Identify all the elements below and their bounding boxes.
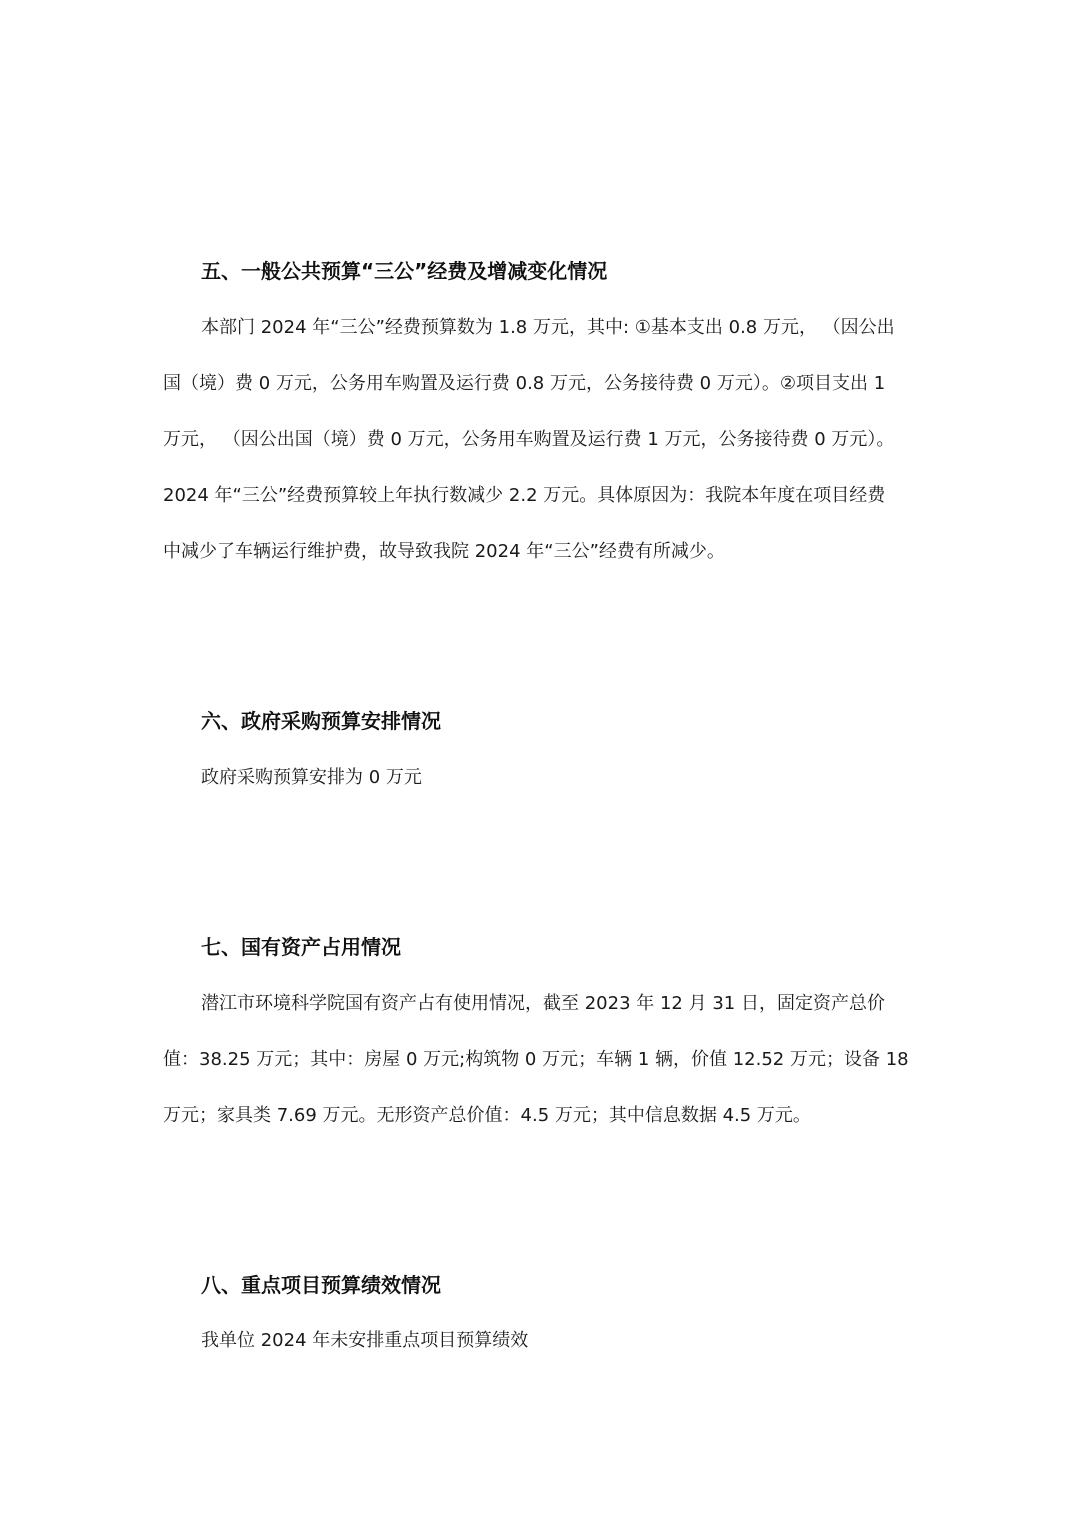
section-heading-three-public-expenses: 五、一般公共预算“三公”经费及增减变化情况 xyxy=(201,259,608,283)
paragraph-line: 万元， （因公出国（境）费 0 万元，公务用车购置及运行费 1 万元，公务接待费 0 万元）。 xyxy=(163,429,895,450)
section-paragraph-state-assets xyxy=(163,976,933,1144)
paragraph-line: 本部门 2024 年“三公”经费预算数为 1.8 万元，其中: ①基本支出 0.8 万元， （因公出 xyxy=(201,317,895,338)
section-paragraph-three-public-expenses xyxy=(163,300,933,580)
paragraph-line: 万元；家具类 7.69 万元。无形资产总价值：4.5 万元；其中信息数据 4.5 万元。 xyxy=(163,1105,811,1126)
paragraph-line: 潜江市环境科学院国有资产占有使用情况，截至 2023 年 12 月 31 日，固定资产总价 xyxy=(201,993,885,1014)
paragraph-line: 值：38.25 万元；其中：房屋 0 万元;构筑物 0 万元；车辆 1 辆，价值 12.52 万元；设备 18 xyxy=(163,1049,909,1070)
section-heading-key-project-performance: 八、重点项目预算绩效情况 xyxy=(201,1273,441,1297)
section-heading-government-procurement: 六、政府采购预算安排情况 xyxy=(201,709,441,733)
section-text-key-project-performance: 我单位 2024 年未安排重点项目预算绩效 xyxy=(201,1330,529,1351)
paragraph-line: 中减少了车辆运行维护费，故导致我院 2024 年“三公”经费有所减少。 xyxy=(163,541,725,562)
section-heading-state-assets: 七、国有资产占用情况 xyxy=(201,935,401,959)
paragraph-line: 2024 年“三公”经费预算较上年执行数减少 2.2 万元。具体原因为：我院本年度在项目经费 xyxy=(163,485,886,506)
paragraph-line: 国（境）费 0 万元，公务用车购置及运行费 0.8 万元，公务接待费 0 万元）。②项目支出 1 xyxy=(163,373,886,394)
section-text-government-procurement: 政府采购预算安排为 0 万元 xyxy=(201,767,422,788)
